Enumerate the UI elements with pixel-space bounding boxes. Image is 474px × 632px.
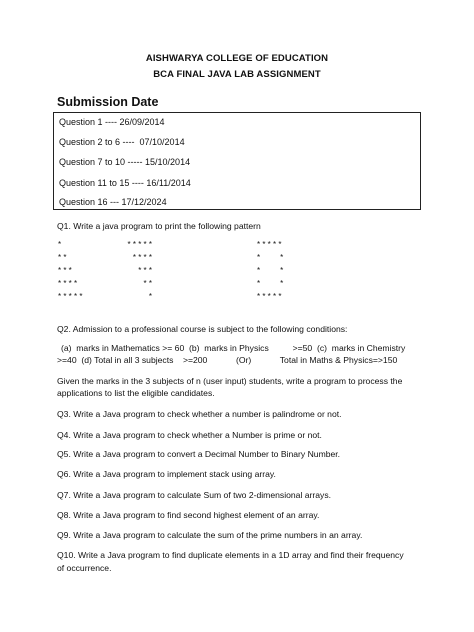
question-7: Q7. Write a Java program to calculate Sum of two 2-dimensional arrays. <box>57 490 332 500</box>
pattern-c-row: * * <box>257 266 284 275</box>
pattern-c-row: * * <box>257 279 284 288</box>
question-10-line1: Q10. Write a Java program to find duplicate elements in a 1D array and find their frequency <box>57 550 404 560</box>
pattern-a-row: * <box>58 240 62 249</box>
question-5: Q5. Write a Java program to convert a Decimal Number to Binary Number. <box>57 449 341 459</box>
pattern-b-row: * * * <box>138 266 152 275</box>
pattern-c-row: * * * * * <box>257 292 282 301</box>
submission-row: Question 16 --- 17/12/2024 <box>59 197 167 207</box>
pattern-c-row: * * <box>257 253 284 262</box>
submission-row: Question 11 to 15 ---- 16/11/2014 <box>59 178 191 188</box>
question-1: Q1. Write a java program to print the following pattern <box>57 221 261 231</box>
pattern-a-row: * * * <box>58 266 72 275</box>
question-2-conditions-line2: >=40 (d) Total in all 3 subjects >=200 (Or) Total in Maths & Physics=>150 <box>57 355 398 365</box>
question-8: Q8. Write a Java program to find second highest element of an array. <box>57 510 320 520</box>
question-2: Q2. Admission to a professional course is subject to the following conditions: <box>57 324 348 334</box>
pattern-b-row: * * <box>143 279 152 288</box>
college-name: AISHWARYA COLLEGE OF EDUCATION <box>145 53 329 64</box>
question-2-given-line1: Given the marks in the 3 subjects of n (user input) students, write a program to process the <box>57 376 403 386</box>
pattern-b-row: * <box>148 292 152 301</box>
pattern-a-row: * * * * <box>58 279 78 288</box>
pattern-b-row: * * * * * <box>127 240 152 249</box>
submission-row: Question 2 to 6 ---- 07/10/2014 <box>59 137 185 147</box>
assignment-title: BCA FINAL JAVA LAB ASSIGNMENT <box>153 69 321 80</box>
pattern-a-row: * * <box>58 253 67 262</box>
submission-date-box <box>53 112 421 210</box>
question-6: Q6. Write a Java program to implement stack using array. <box>57 469 276 479</box>
submission-row: Question 1 ---- 26/09/2014 <box>59 117 165 127</box>
submission-date-heading: Submission Date <box>57 95 159 109</box>
question-2-conditions-line1: (a) marks in Mathematics >= 60 (b) marks in Physics >=50 (c) marks in Chemistry <box>61 343 406 353</box>
pattern-b-row: * * * * <box>132 253 152 262</box>
question-4: Q4. Write a Java program to check whether a Number is prime or not. <box>57 430 322 440</box>
pattern-a-row: * * * * * <box>58 292 83 301</box>
question-10-line2: of occurrence. <box>57 563 112 573</box>
question-3: Q3. Write a Java program to check whether a number is palindrome or not. <box>57 409 342 419</box>
submission-row: Question 7 to 10 ----- 15/10/2014 <box>59 157 191 167</box>
question-2-given-line2: applications to list the eligible candidates. <box>57 388 215 398</box>
question-9: Q9. Write a Java program to calculate the sum of the prime numbers in an array. <box>57 530 363 540</box>
pattern-c-row: * * * * * <box>257 240 282 249</box>
